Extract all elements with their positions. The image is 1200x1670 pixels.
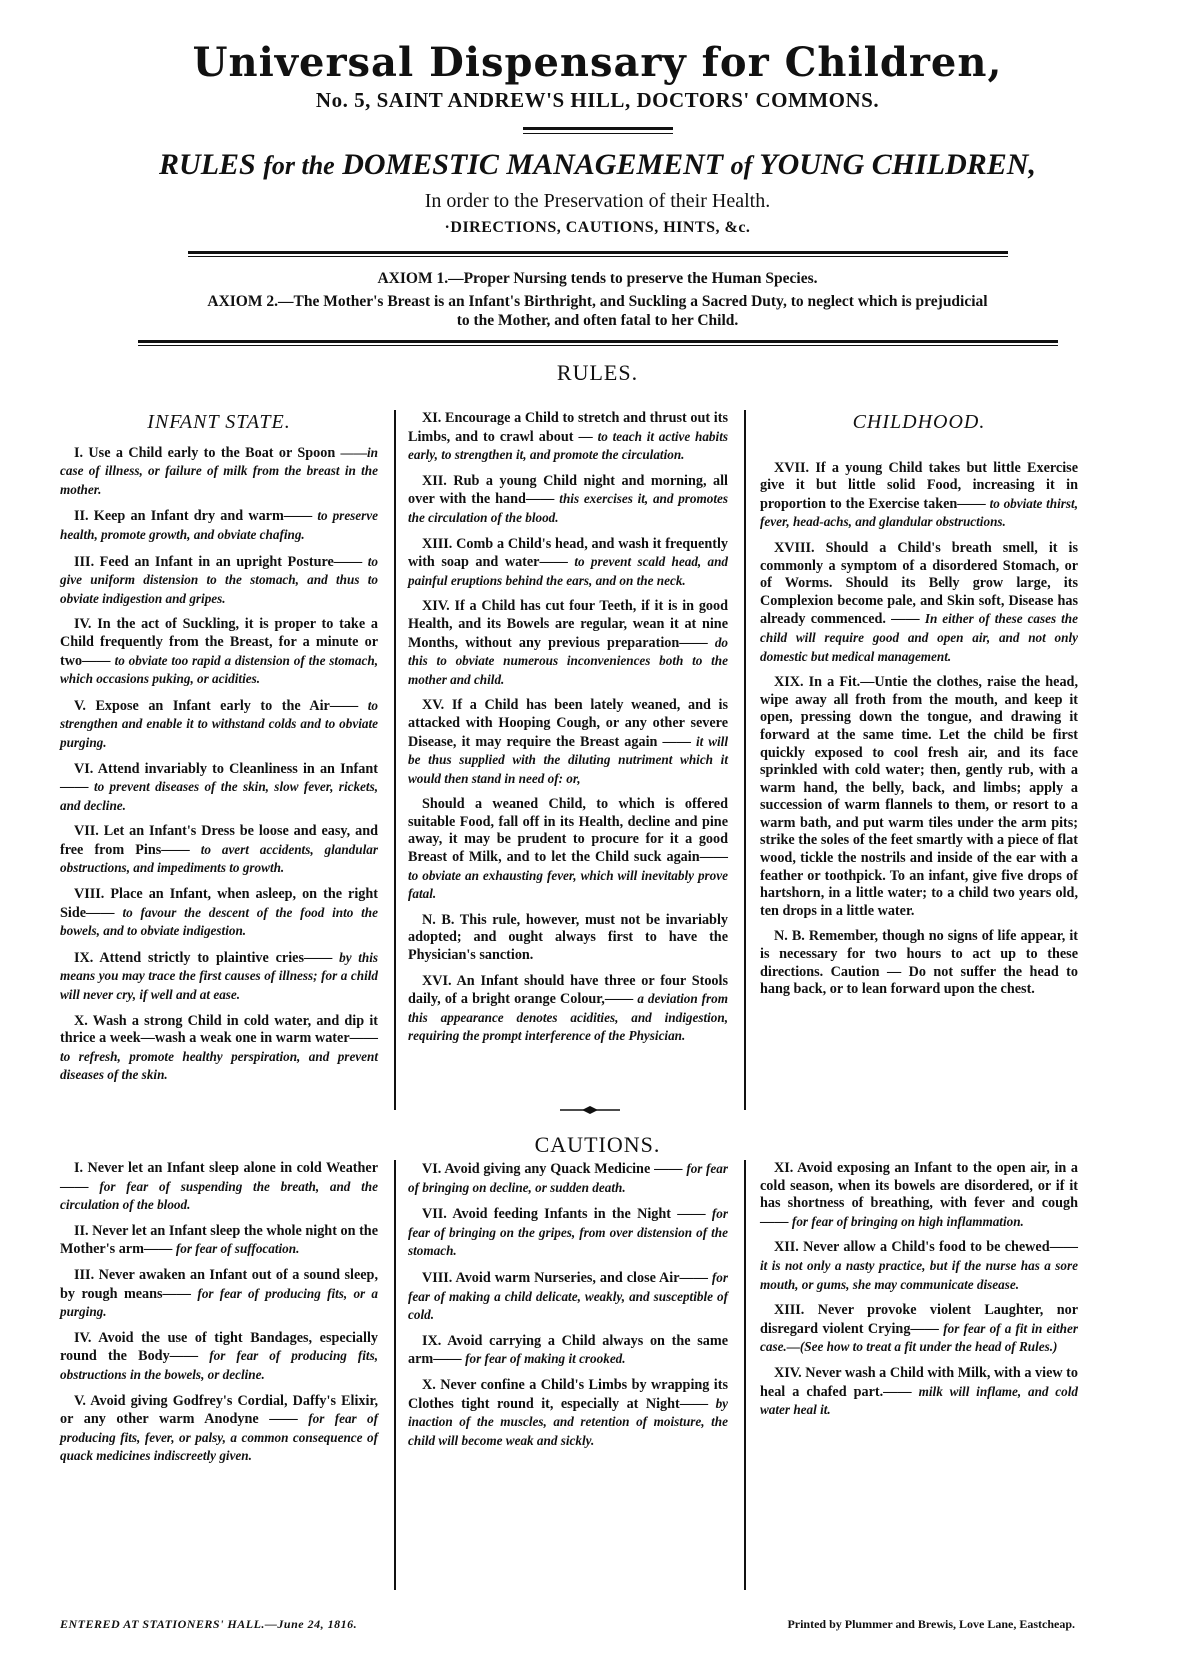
childhood-column <box>760 410 1078 1007</box>
item-lead: N. B. Remember, though no signs of life appear, it is necessary for two hours to act up to these directions. Caution — Do not suffer the head to hang back, or to lean forward upon the chest. <box>760 928 1078 998</box>
item-lead: III. Feed an Infant in an upright Posture—— <box>74 553 363 570</box>
item-note: to prevent scald head, and painful eruptions behind the ears, and on the neck. <box>408 554 729 588</box>
item-lead: I. Never let an Infant sleep alone in cold Weather—— <box>60 1160 378 1195</box>
subtitle: In order to the Preservation of their Health. <box>424 190 771 212</box>
list-item <box>60 1393 378 1466</box>
cautions-right-column <box>760 1160 1078 1428</box>
axiom-1: AXIOM 1.—Proper Nursing tends to preserve the Human Species. <box>377 270 818 287</box>
divider <box>138 340 1058 346</box>
item-note: ——in case of illness, or failure of milk from the breast in the mother. <box>60 444 378 497</box>
list-item <box>408 1269 728 1325</box>
list-item <box>760 674 1078 920</box>
item-lead: XIII. Never provoke violent Laughter, nor disregard violent Crying—— <box>760 1302 1078 1337</box>
list-item <box>60 761 378 816</box>
item-note: to prevent diseases of the skin, slow fever, rickets, and decline. <box>60 779 379 813</box>
item-note: to obviate thirst, fever, head-achs, and glandular obstructions. <box>760 495 1078 530</box>
list-item <box>760 460 1078 532</box>
ornament-divider <box>560 1106 620 1114</box>
list-item <box>760 540 1078 666</box>
list-item <box>408 796 728 904</box>
item-lead: X. Never confine a Child's Limbs by wrapping its Clothes tight round it, especially at Night—— <box>408 1376 728 1412</box>
list-item <box>60 553 378 609</box>
list-item <box>408 598 728 689</box>
item-note: for fear of producing fits, obstructions in the bowels, or decline. <box>60 1348 379 1382</box>
item-lead: N. B. This rule, however, must not be invariably adopted; and ought always first to have the Physician's sanction. <box>408 911 728 964</box>
item-note: for fear of suffocation. <box>175 1241 300 1257</box>
column-rule <box>394 1160 396 1590</box>
rules-middle-column <box>408 410 728 1054</box>
item-lead: XII. Rub a young Child night and morning, all over with the hand—— <box>408 472 728 508</box>
infant-state-heading: INFANT STATE. <box>147 411 291 433</box>
item-note: for fear of producing fits, or a purging. <box>60 1285 378 1320</box>
column-rule <box>744 410 746 1110</box>
item-note: to refresh, promote healthy perspiration, and prevent diseases of the skin. <box>60 1048 378 1083</box>
broadsheet <box>60 30 1135 1650</box>
item-lead: VIII. Avoid warm Nurseries, and close Air—— <box>422 1269 708 1286</box>
item-note: for fear of making a child delicate, weakly, and susceptible of cold. <box>408 1269 728 1323</box>
item-note: by this means you may trace the first causes of illness; for a child will never cry, if well and at ease. <box>60 949 378 1003</box>
item-lead: IX. Attend strictly to plaintive cries—— <box>74 949 333 966</box>
printer-notice: Printed by Plummer and Brewis, Love Lane, Eastcheap. <box>787 1617 1075 1631</box>
item-note: to strengthen and enable it to withstand colds and to obviate purging. <box>60 697 379 750</box>
list-item <box>60 1330 378 1385</box>
list-item <box>408 1333 728 1369</box>
item-lead: XVI. An Infant should have three or four Stools daily, of a bright orange Colour,—— <box>408 972 728 1008</box>
list-item <box>60 823 378 878</box>
item-lead: V. Expose an Infant early to the Air—— <box>74 697 359 714</box>
list-item <box>60 507 378 544</box>
cautions-left-column <box>60 1160 378 1474</box>
item-note: for fear of suspending the breath, and the circulation of the blood. <box>60 1178 378 1213</box>
axiom-2: AXIOM 2.—The Mother's Breast is an Infant's Birthright, and Suckling a Sacred Duty, to neglect which is prejudicial to the Mother, and often fatal to her Child. <box>207 293 988 329</box>
column-rule <box>394 410 396 1110</box>
list-item <box>408 536 728 591</box>
item-lead: II. Keep an Infant dry and warm—— <box>74 508 313 525</box>
list-item <box>60 1013 378 1085</box>
item-note: to favour the descent of the food into the bowels, and to obviate indigestion. <box>60 904 378 939</box>
item-note: to obviate too rapid a distension of the stomach, which occasions puking, or acidities. <box>60 652 379 687</box>
list-item <box>408 1377 728 1450</box>
item-lead: II. Never let an Infant sleep the whole night on the Mother's arm—— <box>60 1222 378 1258</box>
item-note: for fear of bringing on the gripes, from over distension of the stomach. <box>408 1206 729 1259</box>
infant-state-column <box>60 410 378 1093</box>
item-lead: XIV. If a Child has cut four Teeth, if it is in good Health, and its Bowels are regular, wean it at nine Months, without any previous preparation—— <box>408 598 728 651</box>
item-note: for fear of bringing on decline, or sudden death. <box>408 1161 728 1195</box>
cautions-columns <box>60 1160 1135 1610</box>
item-lead: VIII. Place an Infant, when asleep, on the right Side—— <box>60 886 378 921</box>
list-item <box>60 616 378 688</box>
item-lead: III. Never awaken an Infant out of a sound sleep, by rough means—— <box>60 1266 378 1302</box>
item-note: to obviate an exhausting fever, which will inevitably prove fatal. <box>408 867 728 902</box>
item-lead: XII. Never allow a Child's food to be chewed—— <box>774 1239 1078 1256</box>
item-note: by inaction of the muscles, and retention of moisture, the child will become weak and sickly. <box>408 1395 729 1448</box>
list-item <box>760 1160 1078 1231</box>
item-note: a deviation from this appearance denotes acidities, and indigestion, requiring the prompt interference of the Physician. <box>408 991 729 1044</box>
list-item <box>408 473 728 528</box>
item-lead: XVII. If a young Child takes but little Exercise give it but little solid Food, increasing it in proportion to the Exercise taken—— <box>760 459 1078 512</box>
list-item <box>408 1205 728 1261</box>
item-note: do this to obviate numerous inconveniences both to the mother and child. <box>408 634 729 687</box>
cautions-heading: CAUTIONS. <box>534 1132 661 1157</box>
list-item <box>60 1160 378 1215</box>
item-lead: XI. Avoid exposing an Infant to the open air, in a cold season, when its bowels are disordered, or if it has shortness of breathing, with fever and cough—— <box>760 1160 1078 1230</box>
list-item <box>60 697 378 753</box>
rules-columns <box>60 410 1135 1130</box>
item-lead: IV. Avoid the use of tight Bandages, especially round the Body—— <box>60 1329 378 1365</box>
list-item <box>760 928 1078 998</box>
institution-title: Universal Dispensary for Children, <box>192 39 1003 86</box>
list-item <box>60 886 378 941</box>
item-lead: Should a weaned Child, to which is offered suitable Food, fall off in its Health, decline and pine away, it may be prudent to procure for it a good Breast of Milk, and to let the Child suck again—— <box>408 796 728 866</box>
list-item <box>760 1302 1078 1357</box>
divider <box>188 251 1008 257</box>
address: No. 5, SAINT ANDREW'S HILL, DOCTORS' COMMONS. <box>315 88 880 112</box>
list-item <box>60 1223 378 1259</box>
item-lead: XV. If a Child has been lately weaned, and is attacked with Hooping Cough, or any other severe Disease, it may require the Breast again —— <box>408 697 728 750</box>
item-lead: VII. Avoid feeding Infants in the Night —— <box>422 1206 706 1223</box>
item-note: to avert accidents, glandular obstructions, and impediments to growth. <box>60 841 379 876</box>
item-lead: XIV. Never wash a Child with Milk, with a view to heal a chafed part.—— <box>760 1364 1078 1400</box>
item-note: to teach it active habits early, to strengthen it, and promote the circulation. <box>408 428 728 463</box>
item-note: this exercises it, and promotes the circulation of the blood. <box>408 491 729 525</box>
item-lead: XI. Encourage a Child to stretch and thrust out its Limbs, and to crawl about — <box>408 410 728 445</box>
item-lead: IX. Avoid carrying a Child always on the same arm—— <box>408 1332 728 1368</box>
item-note: for fear of a fit in either case.—(See how to treat a fit under the head of Rules.) <box>760 1320 1078 1355</box>
column-rule <box>744 1160 746 1590</box>
item-note: for fear of bringing on high inflammation. <box>791 1213 1024 1229</box>
list-item <box>760 1239 1078 1294</box>
item-note: milk will inflame, and cold water heal it. <box>760 1383 1079 1418</box>
list-item <box>60 949 378 1005</box>
item-lead: XVIII. Should a Child's breath smell, it is commonly a symptom of a disordered Stomach, or of Worms. Should its Belly grow large, its Complexion become pale, and Skin soft, Disease has already commenced. —— <box>760 539 1078 628</box>
item-note: it will be thus supplied with the diluting nutriment which it would then stand in need of: or, <box>408 733 728 786</box>
list-item <box>408 973 728 1046</box>
divider <box>523 127 673 134</box>
list-item <box>760 1365 1078 1420</box>
list-item <box>60 1267 378 1322</box>
item-note: to preserve health, promote growth, and obviate chafing. <box>60 508 378 542</box>
item-lead: X. Wash a strong Child in cold water, and dip it thrice a week—wash a weak one in warm water—— <box>60 1012 378 1047</box>
directions-line: ·DIRECTIONS, CAUTIONS, HINTS, &c. <box>444 219 751 236</box>
item-note: for fear of making it crooked. <box>465 1351 626 1367</box>
item-lead: XIII. Comb a Child's head, and wash it frequently with soap and water—— <box>408 535 728 571</box>
list-item <box>408 1160 728 1197</box>
item-lead: VII. Let an Infant's Dress be loose and easy, and free from Pins—— <box>60 823 378 858</box>
item-note: In either of these cases the child will require good and open air, and not only domestic but medical management. <box>760 611 1078 664</box>
childhood-heading: CHILDHOOD. <box>852 411 986 433</box>
list-item <box>408 912 728 965</box>
item-lead: XIX. In a Fit.—Untie the clothes, raise the head, wipe away all froth from the mouth, and keep it open, pressing down the tongue, and drawing it forward at the same time. Let the child be first quickly exposed to cool fresh air, and its face sprinkled with cold water; then, gently rub, with a warm hand, the belly, back, and limbs; apply a succession of warm flannels to them, or resort to a warm bath, and put warm tiles under the arm pits; strike the soles of the feet smartly with a piece of flat wood, tickle the nostrils and inside of the ear with a feather or toothpick. To an infant, give five drops of hartshorn, in a little water; to a child two years old, ten drops in a little water. <box>760 674 1078 919</box>
list-item <box>60 444 378 500</box>
item-lead: VI. Avoid giving any Quack Medicine —— <box>422 1161 683 1177</box>
item-lead: V. Avoid giving Godfrey's Cordial, Daffy's Elixir, or any other warm Anodyne —— <box>60 1392 378 1428</box>
document-title: RULES for the DOMESTIC MANAGEMENT of YOUNG CHILDREN, <box>159 148 1036 181</box>
cautions-middle-column <box>408 1160 728 1458</box>
item-lead: I. Use a Child early to the Boat or Spoon <box>74 444 336 461</box>
item-lead: VI. Attend invariably to Cleanliness in an Infant—— <box>60 760 378 796</box>
item-lead: IV. In the act of Suckling, it is proper to take a Child frequently from the Breast, for a minute or two—— <box>60 616 378 669</box>
rules-heading: RULES. <box>556 360 639 385</box>
item-note: for fear of producing fits, fever, or palsy, a common consequence of quack medicines indiscreetly given. <box>60 1411 378 1464</box>
item-note: to give uniform distension to the stomach, and thus to obviate indigestion and gripes. <box>60 553 378 606</box>
item-note: it is not only a nasty practice, but if the nurse has a sore mouth, or gums, she may communicate disease. <box>760 1257 1078 1292</box>
entered-notice: ENTERED AT STATIONERS' HALL.—June 24, 1816. <box>60 1617 358 1631</box>
list-item <box>408 410 728 465</box>
list-item <box>408 697 728 788</box>
